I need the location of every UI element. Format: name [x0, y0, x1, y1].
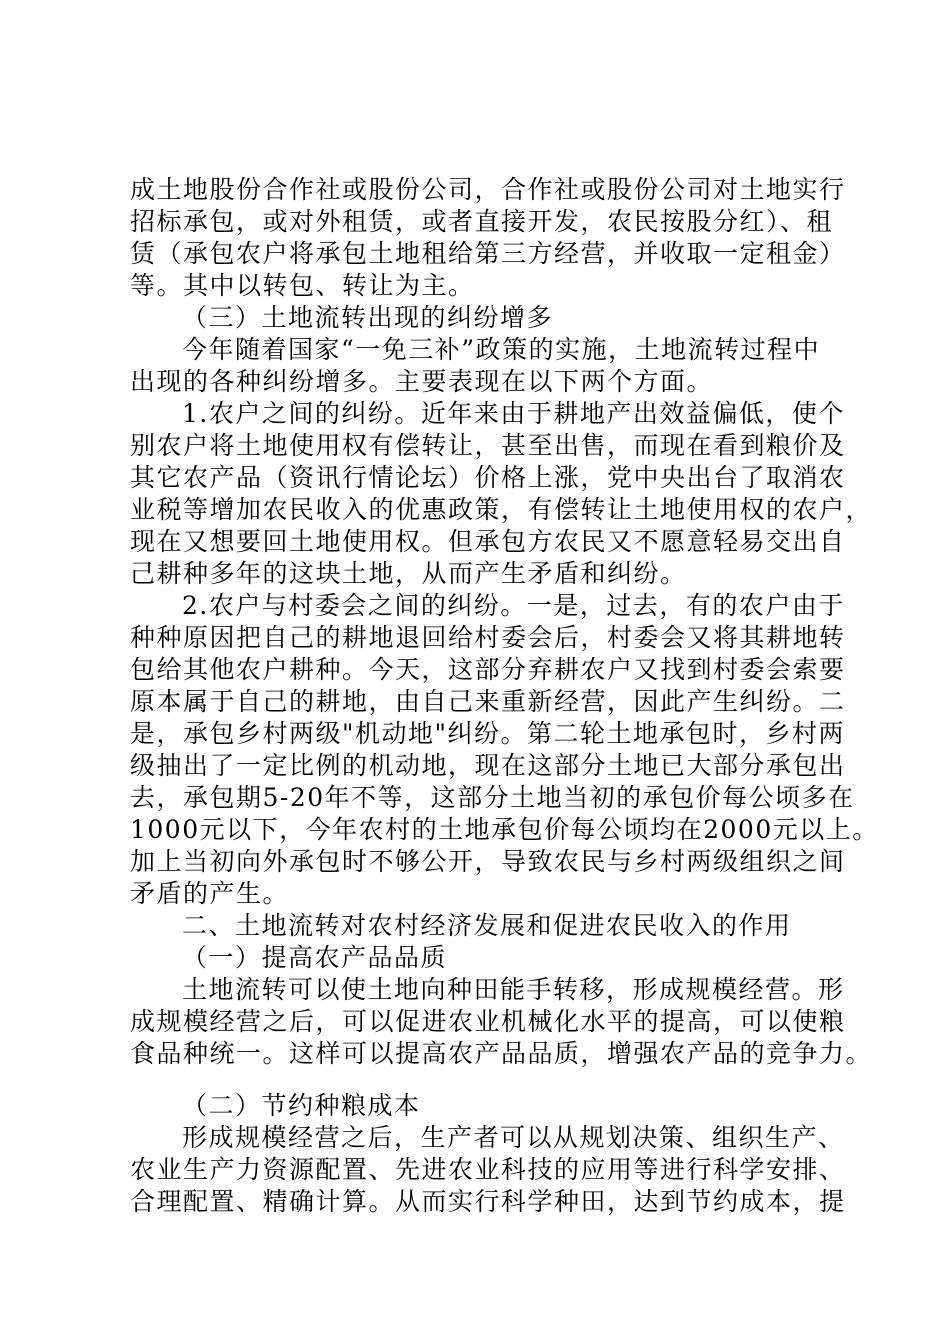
- section-heading: （三）土地流转出现的纠纷增多: [182, 303, 554, 332]
- text-line: 形成规模经营之后，生产者可以从规划决策、组织生产、: [182, 1123, 845, 1152]
- text-line: 1.农户之间的纠纷。近年来由于耕地产出效益偏低，使个: [182, 399, 845, 428]
- text-line: 土地流转可以使土地向种田能手转移，形成规模经营。形: [182, 975, 845, 1004]
- text-line: 赁（承包农户将承包土地租给第三方经营，并收取一定租金）: [130, 239, 846, 268]
- text-line: 己耕种多年的这块土地，从而产生矛盾和纠纷。: [130, 559, 687, 588]
- text-line: 2.农户与村委会之间的纠纷。一是，过去，有的农户由于: [182, 591, 845, 620]
- text-line: 其它农产品（资讯行情论坛）价格上涨，党中央出台了取消农: [130, 463, 846, 492]
- text-line: 现在又想要回土地使用权。但承包方农民又不愿意轻易交出自: [130, 527, 846, 556]
- text-line: 招标承包，或对外租赁，或者直接开发，农民按股分红）、租: [130, 207, 834, 236]
- section-heading: （二）节约种粮成本: [182, 1091, 421, 1120]
- section-heading: 二、土地流转对农村经济发展和促进农民收入的作用: [182, 911, 792, 940]
- text-line: 等。其中以转包、转让为主。: [130, 271, 475, 300]
- text-line: 食品种统一。这样可以提高农产品品质，增强农产品的竞争力。: [130, 1039, 873, 1068]
- text-line: 种种原因把自己的耕地退回给村委会后，村委会又将其耕地转: [130, 623, 846, 652]
- text-line: 包给其他农户耕种。今天，这部分弃耕农户又找到村委会索要: [130, 655, 846, 684]
- text-line: 别农户将土地使用权有偿转让，甚至出售，而现在看到粮价及: [130, 431, 846, 460]
- text-line: 今年随着国家“一免三补”政策的实施，土地流转过程中: [182, 335, 821, 364]
- text-line: 业税等增加农民收入的优惠政策，有偿转让土地使用权的农户，: [130, 495, 873, 524]
- text-line: 矛盾的产生。: [130, 879, 290, 908]
- text-line: 原本属于自己的耕地，由自己来重新经营，因此产生纠纷。二: [130, 687, 846, 716]
- text-line: 成土地股份合作社或股份公司，合作社或股份公司对土地实行: [130, 175, 846, 204]
- text-line: 出现的各种纠纷增多。主要表现在以下两个方面。: [130, 367, 714, 396]
- text-line: 加上当初向外承包时不够公开，导致农民与乡村两级组织之间: [130, 847, 846, 876]
- text-line: 级抽出了一定比例的机动地，现在这部分土地已大部分承包出: [130, 751, 846, 780]
- text-line: 农业生产力资源配置、先进农业科技的应用等进行科学安排、: [130, 1155, 846, 1184]
- section-heading: （一）提高农产品品质: [182, 943, 448, 972]
- text-line: 1000元以下，今年农村的土地承包价每公顷均在2000元以上。: [130, 815, 879, 844]
- text-line: 去，承包期5-20年不等，这部分土地当初的承包价每公顷多在: [130, 783, 855, 812]
- text-line: 成规模经营之后，可以促进农业机械化水平的提高，可以使粮: [130, 1007, 846, 1036]
- text-line: 是，承包乡村两级"机动地"纠纷。第二轮土地承包时，乡村两: [130, 719, 846, 748]
- text-line: 合理配置、精确计算。从而实行科学种田，达到节约成本，提: [130, 1187, 846, 1216]
